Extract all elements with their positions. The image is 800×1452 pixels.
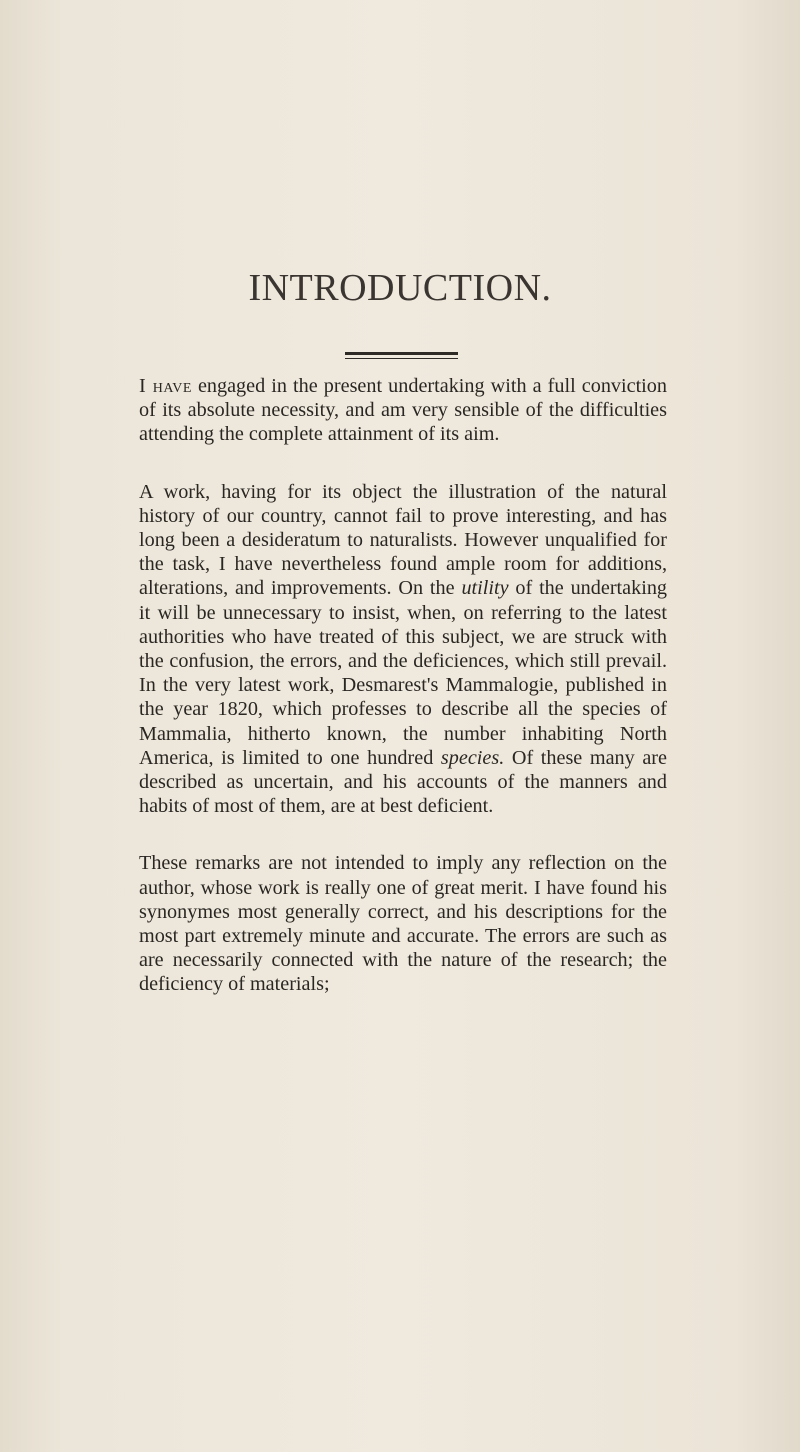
paragraph-1 bbox=[139, 374, 667, 447]
paragraph-3 bbox=[139, 851, 667, 996]
title-rule-thin bbox=[345, 358, 458, 359]
paragraph-1-lead: I have bbox=[139, 375, 192, 397]
paragraph-2-part-1: A work, having for its object the illustration of the natural history of our country, cannot fail to prove interesting, and has long been a desideratum to naturalists. However unqualified for the task, I have nevertheless found ample room for additions, alterations, and improvements. On the bbox=[139, 480, 667, 600]
paragraph-2-emphasis-2: species. bbox=[440, 746, 505, 769]
body-text bbox=[139, 374, 667, 997]
paragraph-1-text: engaged in the present undertaking with a full conviction of its absolute necessity, and am very sensible of the difficulties attending the complete attainment of its aim. bbox=[139, 375, 667, 446]
paragraph-2-emphasis-1: utility bbox=[461, 577, 509, 600]
page-title: INTRODUCTION. bbox=[248, 267, 552, 309]
paragraph-2-part-3: Of these many are described as uncertain, and his accounts of the manners and habits of most of them, are at best deficient. bbox=[139, 746, 667, 818]
paragraph-3-text: These remarks are not intended to imply any reflection on the author, whose work is really one of great merit. I have found his synonymes most generally correct, and his descriptions for the most part extremely minute and accurate. The errors are such as are necessarily connected with the nature of the research; the deficiency of materials; bbox=[139, 852, 667, 996]
title-rule-thick bbox=[345, 352, 458, 355]
paragraph-2-part-2: of the undertaking it will be unnecessary to insist, when, on referring to the latest authorities who have treated of this subject, we are struck with the confusion, the errors, and the deficiences, which still prevail. In the very latest work, Desmarest's Mammalogie, published in the year 1820, which professes to describe all the species of Mammalia, hitherto known, the number inhabiting North America, is limited to one hundred bbox=[139, 577, 668, 769]
paragraph-2 bbox=[139, 480, 667, 819]
